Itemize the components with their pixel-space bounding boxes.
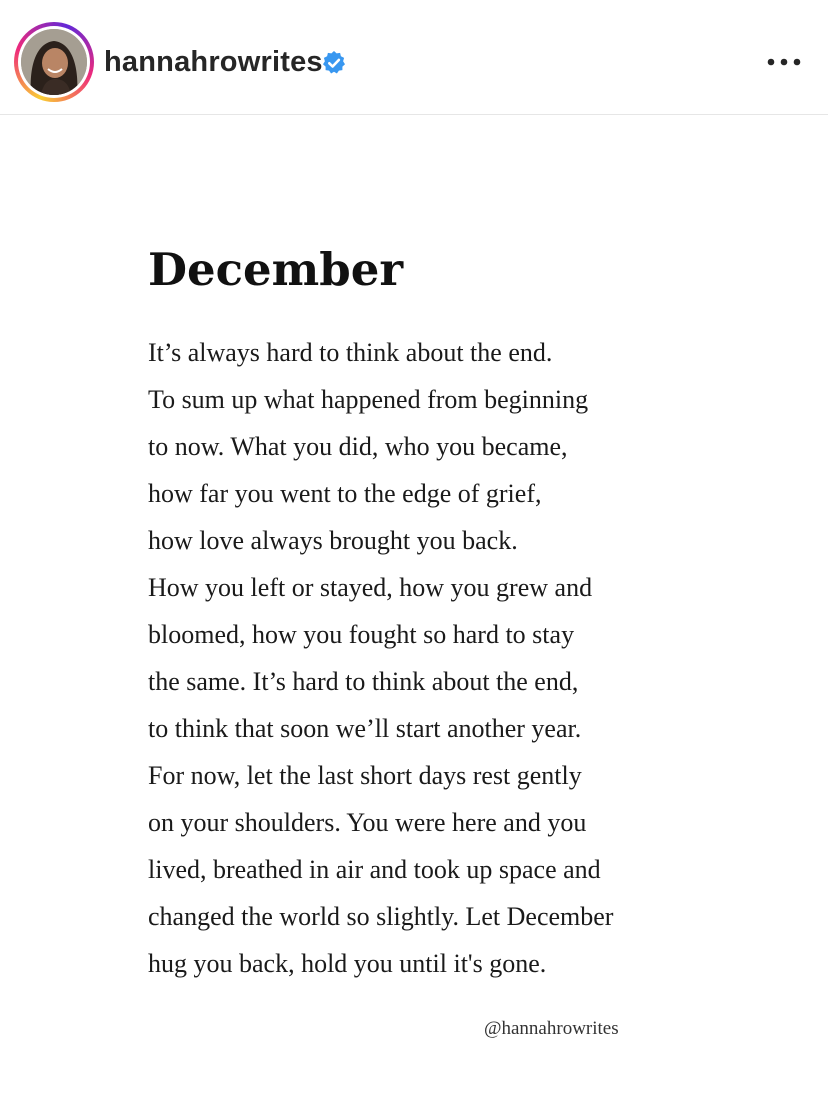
poem-line: To sum up what happened from beginning bbox=[148, 385, 589, 414]
poem-line: How you left or stayed, how you grew and bbox=[148, 573, 593, 602]
poem-line: It’s always hard to think about the end. bbox=[148, 338, 553, 367]
author-signature: @hannahrowrites bbox=[484, 1018, 619, 1039]
avatar-portrait-icon bbox=[21, 29, 87, 95]
poem-line: changed the world so slightly. Let December bbox=[148, 902, 614, 931]
poem-line: bloomed, how you fought so hard to stay bbox=[148, 620, 575, 649]
poem-title: December bbox=[148, 243, 404, 296]
poem-line: hug you back, hold you until it's gone. bbox=[148, 949, 547, 978]
poem-line: For now, let the last short days rest gently bbox=[148, 761, 582, 790]
more-horizontal-icon[interactable] bbox=[766, 52, 802, 72]
poem-line: to think that soon we’ll start another year. bbox=[148, 714, 582, 743]
poem-line: the same. It’s hard to think about the end, bbox=[148, 667, 579, 696]
poem-line: how love always brought you back. bbox=[148, 526, 518, 555]
poem-line: to now. What you did, who you became, bbox=[148, 432, 568, 461]
avatar[interactable] bbox=[21, 29, 87, 95]
avatar-frame bbox=[18, 26, 90, 98]
post-header bbox=[0, 0, 828, 115]
story-ring[interactable] bbox=[14, 22, 94, 102]
poem-line: on your shoulders. You were here and you bbox=[148, 808, 587, 837]
poem-body bbox=[148, 329, 788, 987]
poem-line: how far you went to the edge of grief, bbox=[148, 479, 542, 508]
username-link[interactable]: hannahrowrites bbox=[104, 46, 323, 78]
poem-line: lived, breathed in air and took up space and bbox=[148, 855, 601, 884]
verified-badge-icon bbox=[321, 50, 347, 76]
